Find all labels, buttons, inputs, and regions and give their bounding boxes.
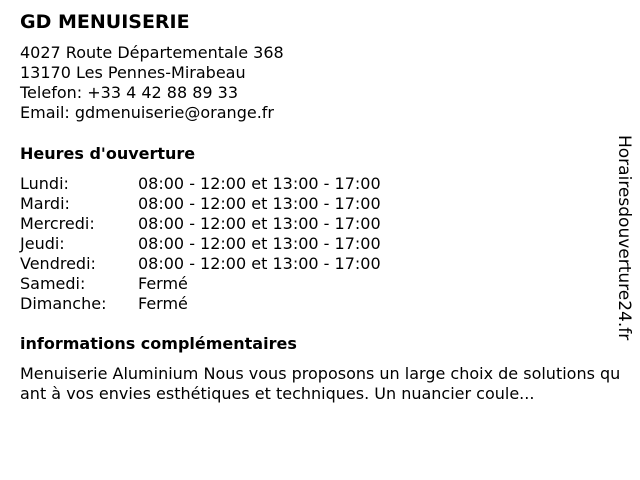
day-label: Mardi: <box>20 194 70 213</box>
hours-value: 08:00 - 12:00 et 13:00 - 17:00 <box>138 234 381 253</box>
hours-value: 08:00 - 12:00 et 13:00 - 17:00 <box>138 214 381 233</box>
hours-row-friday <box>20 254 580 274</box>
email-address: Email: gdmenuiserie@orange.fr <box>20 103 274 122</box>
day-label: Mercredi: <box>20 214 95 233</box>
business-name: GD MENUISERIE <box>20 11 190 33</box>
phone-number: Telefon: +33 4 42 88 89 33 <box>20 83 239 102</box>
hours-value: Fermé <box>138 294 188 313</box>
hours-value: Fermé <box>138 274 188 293</box>
day-label: Dimanche: <box>20 294 107 313</box>
site-watermark: Horairesdouverture24.fr <box>614 135 634 341</box>
hours-value: 08:00 - 12:00 et 13:00 - 17:00 <box>138 174 381 193</box>
address-line-city: 13170 Les Pennes-Mirabeau <box>20 63 246 82</box>
additional-info-heading: informations complémentaires <box>20 334 297 353</box>
hours-value: 08:00 - 12:00 et 13:00 - 17:00 <box>138 254 381 273</box>
hours-row-tuesday <box>20 194 580 214</box>
hours-row-wednesday <box>20 214 580 234</box>
opening-hours-heading: Heures d'ouverture <box>20 144 196 163</box>
address-line-street: 4027 Route Départementale 368 <box>20 43 284 62</box>
hours-value: 08:00 - 12:00 et 13:00 - 17:00 <box>138 194 381 213</box>
day-label: Jeudi: <box>20 234 65 253</box>
day-label: Lundi: <box>20 174 69 193</box>
day-label: Samedi: <box>20 274 86 293</box>
hours-row-sunday <box>20 294 580 314</box>
hours-row-saturday <box>20 274 580 294</box>
day-label: Vendredi: <box>20 254 96 273</box>
hours-row-thursday <box>20 234 580 254</box>
hours-row-monday <box>20 174 580 194</box>
business-description: Menuiserie Aluminium Nous vous proposons un large choix de solutions quant à vos envies esthétiques et techniques. Un nuancier coule... <box>20 364 621 403</box>
